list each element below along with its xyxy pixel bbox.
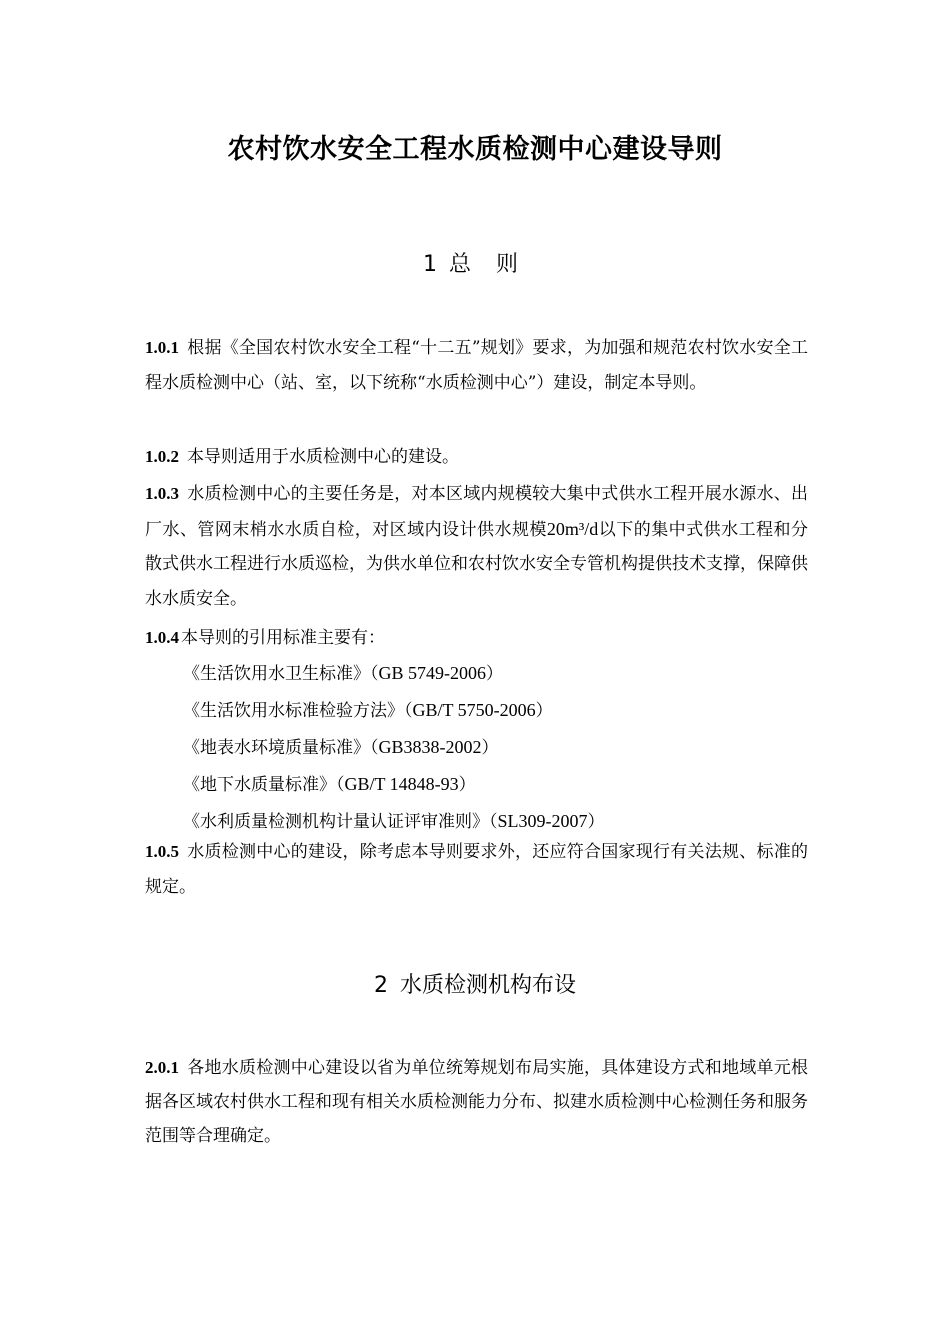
section-1-title: 总 则 (449, 252, 527, 277)
clause-1-0-5 (145, 835, 808, 904)
reference-code: GB/T 14848-93 (344, 774, 459, 794)
clause-text: 水质检测中心的建设，除考虑本导则要求外，还应符合国家现行有关法规、标准的规定。 (145, 842, 808, 897)
clause-text: 本导则的引用标准主要有： (181, 628, 385, 648)
document-title: 农村饮水安全工程水质检测中心建设导则 (227, 134, 723, 165)
clause-text-part-2: 以下的集中式供水工程和分散式供水工程进行水质巡检，为供水单位和农村饮水安全专管机构提供技术支撑，保障供水水质安全。 (145, 519, 809, 609)
reference-item: 《水利质量检测机构计量认证评审准则》（SL309-2007） (183, 811, 605, 832)
clause-number: 1.0.2 (145, 447, 179, 466)
reference-name: 《地下水质量标准》 (183, 775, 336, 795)
clause-1-0-1 (145, 331, 808, 400)
reference-code: SL309-2007 (497, 811, 588, 831)
reference-name: 《地表水环境质量标准》 (183, 738, 370, 758)
reference-code: GB/T 5750-2006 (412, 700, 536, 720)
section-2-number: 2 (373, 973, 388, 998)
clause-number: 2.0.1 (145, 1058, 179, 1077)
section-2-title: 水质检测机构布设 (399, 973, 576, 998)
clause-number: 1.0.1 (145, 338, 179, 357)
reference-name: 《水利质量检测机构计量认证评审准则》 (183, 812, 489, 832)
reference-name: 《生活饮用水卫生标准》 (183, 664, 370, 684)
clause-1-0-4 (145, 621, 808, 656)
clause-text: 本导则适用于水质检测中心的建设。 (187, 447, 459, 467)
clause-number: 1.0.3 (145, 484, 179, 503)
reference-item: 《生活饮用水标准检验方法》（GB/T 5750-2006） (183, 700, 553, 721)
reference-standards-list (183, 655, 808, 840)
section-1-heading (0, 249, 950, 281)
reference-item: 《生活饮用水卫生标准》（GB 5749-2006） (183, 663, 503, 684)
reference-name: 《生活饮用水标准检验方法》 (183, 701, 404, 721)
reference-item: 《地下水质量标准》（GB/T 14848-93） (183, 774, 476, 795)
reference-code: GB3838-2002 (378, 737, 482, 757)
supply-scale-value: 20m³/d (546, 518, 599, 539)
clause-2-0-1 (145, 1051, 808, 1153)
clause-1-0-3 (145, 477, 808, 616)
reference-item: 《地表水环境质量标准》（GB3838-2002） (183, 737, 499, 758)
section-1-number: 1 (423, 252, 437, 277)
clause-text: 根据《全国农村饮水安全工程“十二五”规划》要求，为加强和规范农村饮水安全工程水质检测中心（站、室，以下统称“水质检测中心”）建设，制定本导则。 (145, 338, 808, 393)
reference-code: GB 5749-2006 (378, 663, 486, 683)
section-2-heading (0, 970, 950, 1002)
clause-number: 1.0.5 (145, 842, 179, 861)
clause-text-part-1: 水质检测中心的主要任务是，对本区域内规模较大集中式供水工程开展水源水、出厂水、管网末梢水水质自检，对区域内设计供水规模 (145, 484, 808, 540)
clause-number: 1.0.4 (145, 628, 179, 647)
clause-1-0-2 (145, 440, 808, 475)
clause-text: 各地水质检测中心建设以省为单位统筹规划布局实施，具体建设方式和地域单元根据各区域农村供水工程和现有相关水质检测能力分布、拟建水质检测中心检测任务和服务范围等合理确定。 (145, 1058, 808, 1146)
